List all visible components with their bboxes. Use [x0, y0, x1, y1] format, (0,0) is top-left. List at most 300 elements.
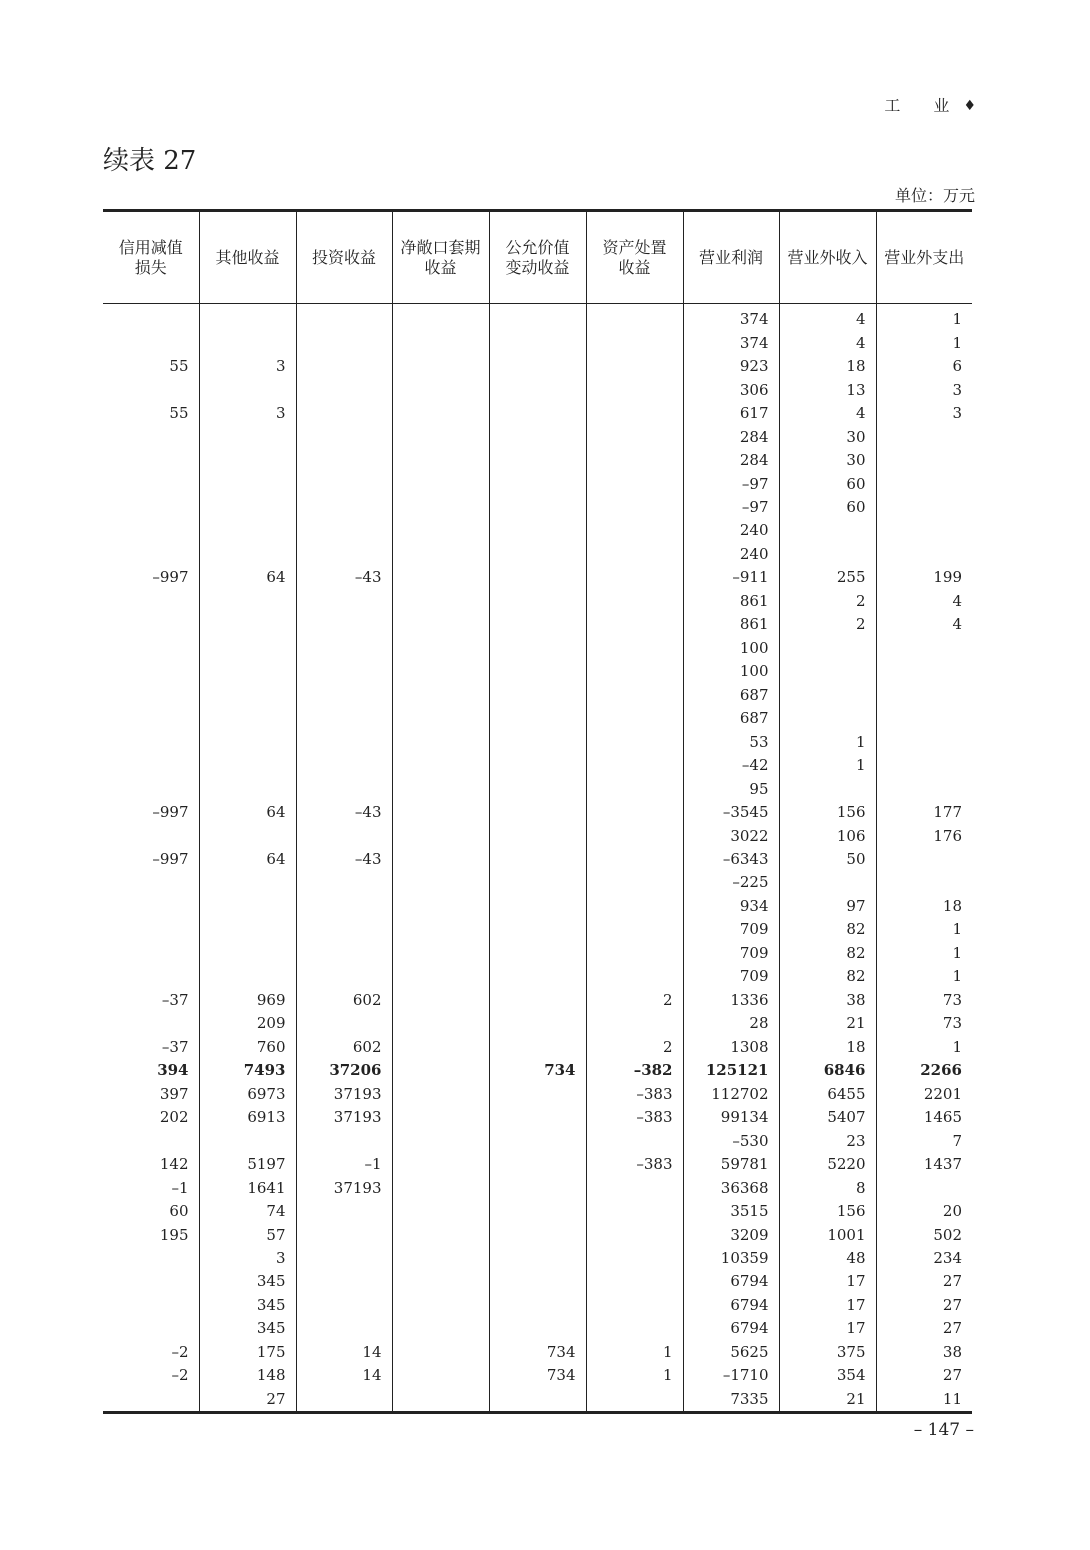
- table-cell: [103, 543, 199, 566]
- table-row: [103, 637, 972, 660]
- table-cell: [296, 1294, 392, 1317]
- unit-label: 单位：万元: [894, 186, 975, 205]
- table-cell: [199, 871, 296, 894]
- table-cell: 3: [199, 355, 296, 378]
- table-cell: 156: [779, 1200, 876, 1223]
- table-cell: [392, 1247, 489, 1270]
- table-cell: [392, 707, 489, 730]
- table-cell: 7: [876, 1129, 972, 1152]
- table-cell: 3: [876, 378, 972, 401]
- table-cell: 37193: [296, 1082, 392, 1105]
- table-cell: 3: [199, 402, 296, 425]
- table-cell: 374: [683, 331, 779, 354]
- table-cell: [586, 848, 683, 871]
- table-cell: [392, 1059, 489, 1082]
- table-cell: [586, 472, 683, 495]
- table-body: [103, 304, 972, 1413]
- table-cell: [392, 496, 489, 519]
- table-cell: [296, 637, 392, 660]
- table-cell: [489, 378, 586, 401]
- table-cell: [392, 519, 489, 542]
- table-row: [103, 590, 972, 613]
- table-cell: 1336: [683, 989, 779, 1012]
- table-cell: 57: [199, 1223, 296, 1246]
- table-cell: [392, 1317, 489, 1340]
- table-cell: 1: [876, 918, 972, 941]
- table-row: [103, 355, 972, 378]
- table-cell: [296, 613, 392, 636]
- column-header: 其他收益: [199, 211, 296, 304]
- table-row: [103, 613, 972, 636]
- table-cell: [489, 1153, 586, 1176]
- table-cell: [199, 543, 296, 566]
- table-cell: [586, 637, 683, 660]
- table-cell: –2: [171, 1342, 189, 1361]
- table-cell: [586, 425, 683, 448]
- table-cell: [489, 472, 586, 495]
- table-cell: 4: [876, 590, 972, 613]
- table-cell: [392, 1270, 489, 1293]
- table-cell: [586, 331, 683, 354]
- column-header: 投资收益: [296, 211, 392, 304]
- table-cell: 1641: [199, 1176, 296, 1199]
- table-cell: 2201: [876, 1082, 972, 1105]
- section-header: [884, 93, 976, 116]
- table-cell: [489, 895, 586, 918]
- table-cell: [296, 707, 392, 730]
- table-cell: [489, 965, 586, 988]
- table-cell: 60: [779, 496, 876, 519]
- column-header: 信用减值 损失: [103, 211, 199, 304]
- table-cell: [392, 449, 489, 472]
- table-cell: [199, 1129, 296, 1152]
- table-cell: 48: [779, 1247, 876, 1270]
- table-cell: 3515: [683, 1200, 779, 1223]
- table-cell: [296, 331, 392, 354]
- table-cell: [489, 566, 586, 589]
- table-cell: [489, 543, 586, 566]
- table-cell: 125121: [683, 1059, 779, 1082]
- table-cell: 100: [683, 637, 779, 660]
- table-cell: 17: [779, 1270, 876, 1293]
- table-cell: [199, 824, 296, 847]
- table-cell: [489, 942, 586, 965]
- table-cell: [876, 472, 972, 495]
- table-cell: [392, 684, 489, 707]
- section-label: 工 业: [884, 96, 964, 115]
- table-cell: 617: [683, 402, 779, 425]
- table-cell: [586, 1223, 683, 1246]
- table-cell: [489, 707, 586, 730]
- table-cell: [586, 402, 683, 425]
- table-row: [103, 918, 972, 941]
- table-cell: [779, 519, 876, 542]
- table-cell: 8: [779, 1176, 876, 1199]
- table-row: [103, 965, 972, 988]
- table-cell: [392, 1129, 489, 1152]
- table-cell: –911: [683, 566, 779, 589]
- table-cell: 112702: [683, 1082, 779, 1105]
- table-cell: [392, 801, 489, 824]
- table-cell: [392, 331, 489, 354]
- table-cell: [199, 637, 296, 660]
- table-cell: 100: [683, 660, 779, 683]
- table-cell: [392, 918, 489, 941]
- table-cell: [876, 1176, 972, 1199]
- table-cell: 345: [199, 1294, 296, 1317]
- table-row: [103, 1036, 972, 1059]
- table-cell: 175: [199, 1341, 296, 1364]
- table-row: [103, 848, 972, 871]
- table-cell: 4: [876, 613, 972, 636]
- table-cell: [392, 378, 489, 401]
- table-cell: 1437: [876, 1153, 972, 1176]
- table-cell: –382: [586, 1059, 683, 1082]
- table-cell: [199, 425, 296, 448]
- table-cell: 14: [296, 1341, 392, 1364]
- table-cell: [199, 942, 296, 965]
- table-cell: [586, 1317, 683, 1340]
- table-cell: [586, 1200, 683, 1223]
- table-cell: [586, 543, 683, 566]
- table-cell: 60: [779, 472, 876, 495]
- table-cell: [392, 1388, 489, 1413]
- table-cell: 18: [876, 895, 972, 918]
- table-cell: [586, 684, 683, 707]
- table-row: [103, 754, 972, 777]
- table-cell: [103, 1388, 199, 1413]
- table-cell: [489, 871, 586, 894]
- table-cell: [489, 1388, 586, 1413]
- column-header: 资产处置 收益: [586, 211, 683, 304]
- table-row: [103, 304, 972, 332]
- table-cell: [296, 425, 392, 448]
- table-cell: [586, 1129, 683, 1152]
- table-cell: [779, 543, 876, 566]
- table-cell: [586, 965, 683, 988]
- table-cell: –97: [683, 496, 779, 519]
- table-cell: 7335: [683, 1388, 779, 1413]
- table-cell: [586, 519, 683, 542]
- table-cell: 209: [199, 1012, 296, 1035]
- table-row: [103, 707, 972, 730]
- column-header: 公允价值 变动收益: [489, 211, 586, 304]
- table-row: [103, 801, 972, 824]
- table-cell: [103, 590, 199, 613]
- table-cell: –383: [586, 1082, 683, 1105]
- table-row: [103, 519, 972, 542]
- table-cell: [392, 543, 489, 566]
- table-cell: [489, 1106, 586, 1129]
- table-cell: 18: [779, 355, 876, 378]
- table-row: [103, 566, 972, 589]
- table-cell: 14: [296, 1364, 392, 1387]
- table-cell: 861: [683, 590, 779, 613]
- table-cell: [199, 304, 296, 332]
- table-cell: 55: [169, 357, 189, 376]
- table-cell: [296, 918, 392, 941]
- table-cell: [296, 1317, 392, 1340]
- table-cell: –383: [586, 1153, 683, 1176]
- table-cell: [586, 707, 683, 730]
- table-cell: –37: [161, 990, 189, 1009]
- table-cell: [876, 848, 972, 871]
- table-cell: [296, 304, 392, 332]
- table-row: [103, 1200, 972, 1223]
- table-cell: [103, 472, 199, 495]
- table-cell: [586, 378, 683, 401]
- table-cell: 53: [683, 730, 779, 753]
- table-cell: [199, 707, 296, 730]
- table-cell: 55: [169, 404, 189, 423]
- table-row: [103, 1012, 972, 1035]
- table-cell: [296, 1012, 392, 1035]
- table-cell: –43: [296, 801, 392, 824]
- table-cell: [103, 871, 199, 894]
- table-cell: [586, 730, 683, 753]
- table-cell: [489, 801, 586, 824]
- table-cell: [586, 1388, 683, 1413]
- table-cell: [586, 895, 683, 918]
- table-cell: [103, 1129, 199, 1152]
- table-cell: [489, 730, 586, 753]
- table-cell: [489, 1082, 586, 1105]
- table-cell: [392, 989, 489, 1012]
- table-row: [103, 1341, 972, 1364]
- table-cell: [876, 707, 972, 730]
- table-cell: [199, 777, 296, 800]
- table-cell: [489, 1223, 586, 1246]
- table-cell: [489, 637, 586, 660]
- table-row: [103, 660, 972, 683]
- table-cell: [103, 777, 199, 800]
- table-row: [103, 895, 972, 918]
- table-cell: [876, 496, 972, 519]
- table-cell: [199, 496, 296, 519]
- table-cell: 354: [779, 1364, 876, 1387]
- table-cell: 2266: [876, 1059, 972, 1082]
- table-cell: 199: [876, 566, 972, 589]
- table-cell: [779, 871, 876, 894]
- table-cell: 934: [683, 895, 779, 918]
- table-cell: [392, 965, 489, 988]
- table-cell: 37193: [296, 1176, 392, 1199]
- table-cell: 20: [876, 1200, 972, 1223]
- table-cell: 27: [876, 1364, 972, 1387]
- table-cell: 10359: [683, 1247, 779, 1270]
- table-cell: 709: [683, 965, 779, 988]
- table-cell: 734: [489, 1341, 586, 1364]
- table-cell: [103, 519, 199, 542]
- table-cell: [392, 730, 489, 753]
- table-cell: [586, 1176, 683, 1199]
- table-cell: [392, 425, 489, 448]
- table-row: [103, 942, 972, 965]
- table-cell: [489, 425, 586, 448]
- table-cell: 1: [876, 304, 972, 332]
- table-cell: –43: [296, 848, 392, 871]
- table-cell: [489, 331, 586, 354]
- table-cell: [103, 304, 199, 332]
- table-cell: [392, 402, 489, 425]
- table-cell: 18: [779, 1036, 876, 1059]
- table-cell: –42: [683, 754, 779, 777]
- table-cell: 38: [876, 1341, 972, 1364]
- table-cell: 1: [779, 754, 876, 777]
- table-cell: [199, 730, 296, 753]
- table-cell: [103, 895, 199, 918]
- table-cell: [876, 519, 972, 542]
- table-cell: [586, 871, 683, 894]
- table-cell: –97: [683, 472, 779, 495]
- table-cell: 861: [683, 613, 779, 636]
- table-cell: [489, 613, 586, 636]
- table-cell: [103, 942, 199, 965]
- table-row: [103, 824, 972, 847]
- table-cell: 2: [586, 1036, 683, 1059]
- table-cell: [296, 355, 392, 378]
- table-cell: [489, 1270, 586, 1293]
- table-cell: [103, 660, 199, 683]
- table-cell: 99134: [683, 1106, 779, 1129]
- table-cell: 1308: [683, 1036, 779, 1059]
- table-cell: [103, 449, 199, 472]
- table-cell: [586, 1294, 683, 1317]
- table-cell: [586, 942, 683, 965]
- table-cell: 4: [779, 331, 876, 354]
- table-row: [103, 425, 972, 448]
- table-cell: [586, 754, 683, 777]
- table-cell: [199, 965, 296, 988]
- table-cell: [392, 895, 489, 918]
- table-cell: [296, 1270, 392, 1293]
- table-cell: [392, 590, 489, 613]
- table-cell: 602: [296, 1036, 392, 1059]
- table-cell: 64: [199, 566, 296, 589]
- table-cell: 1465: [876, 1106, 972, 1129]
- table-cell: [199, 519, 296, 542]
- table-cell: [392, 472, 489, 495]
- table-cell: –37: [161, 1037, 189, 1056]
- table-row: [103, 378, 972, 401]
- table-cell: 73: [876, 1012, 972, 1035]
- table-cell: 1: [876, 1036, 972, 1059]
- table-row: [103, 1176, 972, 1199]
- table-cell: [392, 824, 489, 847]
- table-cell: [296, 519, 392, 542]
- table-cell: [586, 801, 683, 824]
- column-header: 营业利润: [683, 211, 779, 304]
- table-cell: 148: [199, 1364, 296, 1387]
- table-row: [103, 472, 972, 495]
- table-cell: 13: [779, 378, 876, 401]
- table-cell: 6: [876, 355, 972, 378]
- table-cell: 37193: [296, 1106, 392, 1129]
- table-cell: 2: [586, 989, 683, 1012]
- table-cell: –1710: [683, 1364, 779, 1387]
- table-cell: –2: [171, 1366, 189, 1385]
- table-cell: [876, 543, 972, 566]
- table-cell: [103, 1317, 199, 1340]
- table-cell: [296, 449, 392, 472]
- table-cell: 82: [779, 965, 876, 988]
- table-cell: [586, 566, 683, 589]
- table-cell: [586, 918, 683, 941]
- table-cell: [489, 777, 586, 800]
- table-cell: [586, 304, 683, 332]
- table-cell: [296, 378, 392, 401]
- table-cell: 306: [683, 378, 779, 401]
- table-cell: 6846: [779, 1059, 876, 1082]
- table-cell: [586, 824, 683, 847]
- table-cell: 73: [876, 989, 972, 1012]
- table-cell: [779, 684, 876, 707]
- table-cell: [392, 660, 489, 683]
- table-cell: [103, 754, 199, 777]
- table-cell: [296, 496, 392, 519]
- table-cell: [296, 1388, 392, 1413]
- table-cell: 36368: [683, 1176, 779, 1199]
- table-cell: 375: [779, 1341, 876, 1364]
- table-cell: [586, 613, 683, 636]
- table-cell: –43: [296, 566, 392, 589]
- table-cell: [296, 402, 392, 425]
- table-cell: 23: [779, 1129, 876, 1152]
- table-cell: [392, 637, 489, 660]
- table-cell: 1: [876, 331, 972, 354]
- table-cell: [199, 472, 296, 495]
- table-cell: 95: [683, 777, 779, 800]
- table-cell: [296, 754, 392, 777]
- table-cell: [489, 449, 586, 472]
- table-cell: –997: [152, 850, 189, 869]
- table-cell: 202: [159, 1108, 189, 1127]
- table-cell: [392, 566, 489, 589]
- table-cell: [876, 449, 972, 472]
- table-row: [103, 1153, 972, 1176]
- table-cell: 5220: [779, 1153, 876, 1176]
- table-cell: [489, 1012, 586, 1035]
- table-cell: 969: [199, 989, 296, 1012]
- table-row: [103, 1364, 972, 1387]
- table-cell: [489, 1294, 586, 1317]
- table-cell: [876, 777, 972, 800]
- table-row: [103, 543, 972, 566]
- table-cell: 11: [876, 1388, 972, 1413]
- table-cell: [876, 730, 972, 753]
- table-row: [103, 871, 972, 894]
- table-cell: [586, 355, 683, 378]
- table-cell: 38: [779, 989, 876, 1012]
- table-cell: 1: [876, 942, 972, 965]
- table-cell: [876, 871, 972, 894]
- table-cell: 345: [199, 1270, 296, 1293]
- table-cell: [199, 660, 296, 683]
- table-cell: [103, 1012, 199, 1035]
- table-cell: [103, 684, 199, 707]
- table-cell: 6973: [199, 1082, 296, 1105]
- table-cell: 1: [779, 730, 876, 753]
- table-cell: [392, 777, 489, 800]
- table-cell: 50: [779, 848, 876, 871]
- table-cell: 6794: [683, 1294, 779, 1317]
- table-cell: [779, 777, 876, 800]
- table-cell: [103, 1247, 199, 1270]
- table-cell: [296, 895, 392, 918]
- table-cell: [779, 660, 876, 683]
- table-cell: [199, 895, 296, 918]
- table-cell: 923: [683, 355, 779, 378]
